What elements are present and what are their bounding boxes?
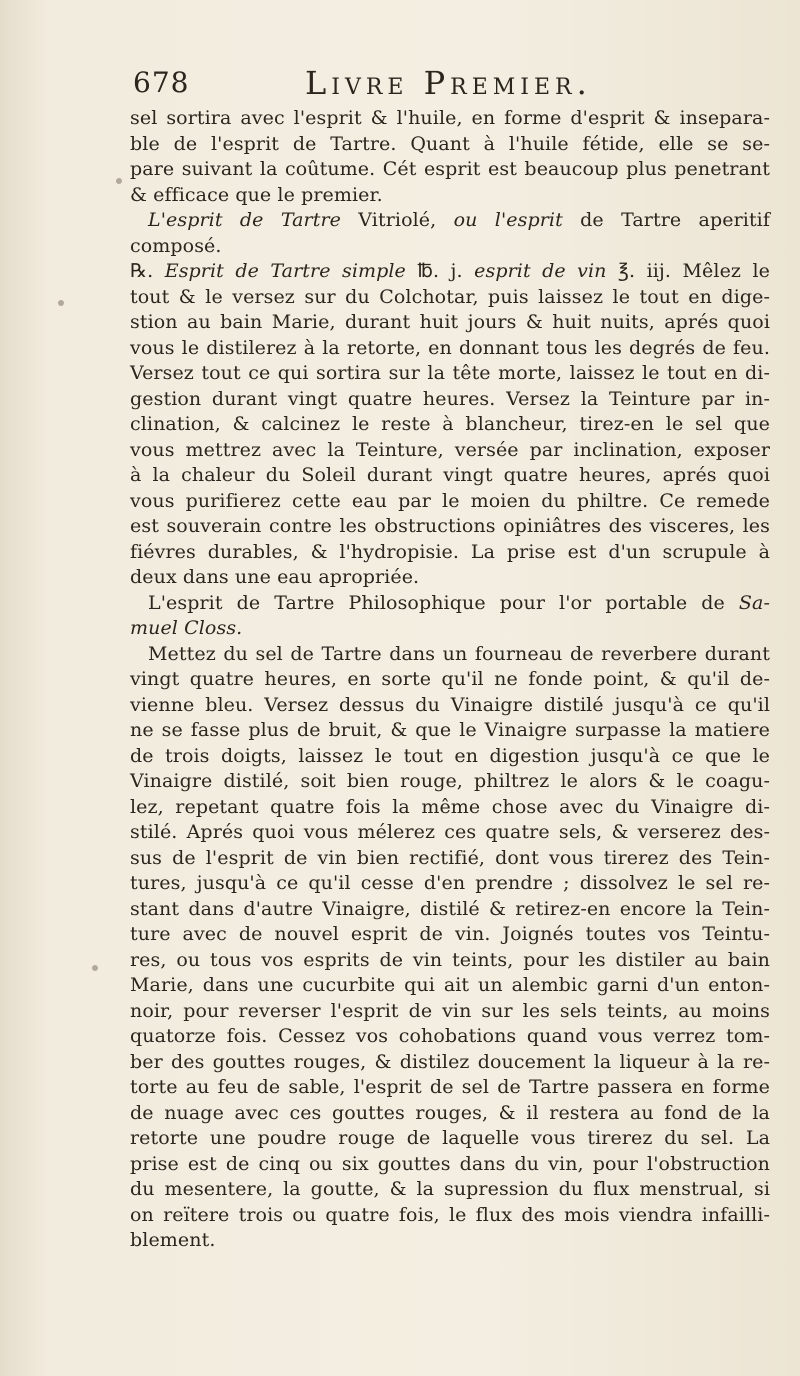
- text-run: noir, pour reverser l'esprit de vin sur les sels teints, au moins: [130, 999, 770, 1022]
- text-line: [130, 1050, 770, 1076]
- italic-text: ou l'esprit: [453, 209, 563, 231]
- text-run: sus de l'esprit de vin bien rectifié, dont vous tirerez des Tein-: [130, 846, 770, 869]
- text-line: [130, 361, 770, 387]
- text-run: Mettez du sel de Tartre dans un fourneau de reverbere durant: [148, 642, 770, 665]
- text-run: res, ou tous vos esprits de vin teints, pour les distiler au bain: [130, 948, 770, 971]
- text-line: [130, 463, 770, 489]
- text-line: [130, 540, 770, 566]
- text-run: de trois doigts, laissez le tout en digestion jusqu'à ce que le: [130, 744, 770, 767]
- text-line: [130, 234, 770, 260]
- text-run: est souverain contre les obstructions opiniâtres des visceres, les: [130, 515, 770, 537]
- text-run: torte au feu de sable, l'esprit de sel de Tartre passera en forme: [130, 1076, 770, 1098]
- text-run: composé.: [130, 234, 222, 257]
- text-line: [130, 667, 770, 693]
- text-line: [130, 973, 770, 999]
- italic-text: esprit de vin: [474, 260, 607, 282]
- text-line: [130, 183, 770, 209]
- text-run: lez, repetant quatre fois la même chose avec du Vinaigre di-: [130, 795, 770, 818]
- text-body: [130, 106, 770, 1254]
- text-run: ture avec de nouvel esprit de vin. Joignés toutes vos Teintu-: [130, 923, 770, 945]
- text-line: [130, 948, 770, 974]
- text-line: [130, 591, 770, 617]
- text-line: [130, 1126, 770, 1152]
- text-line: [130, 514, 770, 540]
- text-line: [130, 769, 770, 795]
- text-run: ℥. iij. Mêlez le: [606, 260, 770, 282]
- text-run: clination, & calcinez le reste à blancheur, tirez-en le sel que: [130, 413, 770, 435]
- text-line: [130, 1075, 770, 1101]
- text-line: [130, 387, 770, 413]
- text-line: [130, 897, 770, 923]
- text-line: [130, 922, 770, 948]
- text-run: prise est de cinq ou six gouttes dans du vin, pour l'obstruction: [130, 1152, 770, 1175]
- italic-text: muel Closs.: [130, 617, 243, 639]
- italic-text: Esprit de Tartre simple: [164, 260, 406, 282]
- ink-speck: [92, 965, 98, 971]
- text-line: [130, 718, 770, 744]
- italic-text: L'esprit de Tartre: [148, 209, 341, 231]
- text-line: [130, 565, 770, 591]
- text-line: [130, 871, 770, 897]
- text-line: [130, 820, 770, 846]
- text-run: gestion durant vingt quatre heures. Versez la Teinture par in-: [130, 387, 770, 410]
- text-run: vous mettrez avec la Teinture, versée par inclination, exposer: [130, 438, 770, 461]
- text-line: [130, 208, 770, 234]
- text-run: vous purifierez cette eau par le moien du philtre. Ce remede: [130, 489, 770, 512]
- text-run: stion au bain Marie, durant huit jours & huit nuits, aprés quoi: [130, 311, 770, 333]
- text-line: [130, 438, 770, 464]
- text-run: pare suivant la coûtume. Cét esprit est beaucoup plus penetrant: [130, 158, 770, 180]
- text-line: [130, 795, 770, 821]
- text-line: [130, 259, 770, 285]
- text-run: blement.: [130, 1229, 216, 1251]
- text-run: L'esprit de Tartre Philosophique pour l'or portable de: [148, 591, 739, 614]
- text-line: [130, 157, 770, 183]
- text-line: [130, 999, 770, 1025]
- text-run: on reïtere trois ou quatre fois, le flux des mois viendra infailli-: [130, 1203, 770, 1226]
- page-number: 678: [133, 66, 190, 99]
- text-line: [130, 489, 770, 515]
- text-line: [130, 1177, 770, 1203]
- text-run: fiévres durables, & l'hydropisie. La prise est d'un scrupule à: [130, 540, 770, 563]
- text-run: deux dans une eau apropriée.: [130, 566, 420, 588]
- text-run: ber des gouttes rouges, & distilez doucement la liqueur à la re-: [130, 1050, 770, 1073]
- ink-speck: [58, 300, 64, 306]
- text-run: Versez tout ce qui sortira sur la tête morte, laissez le tout en di-: [130, 362, 770, 384]
- text-run: à la chaleur du Soleil durant vingt quatre heures, aprés quoi: [130, 464, 770, 486]
- page-header: [133, 64, 763, 108]
- text-line: [130, 1152, 770, 1178]
- text-line: [130, 1228, 770, 1254]
- text-run: & efficace que le premier.: [130, 183, 383, 206]
- text-line: [130, 336, 770, 362]
- text-line: [130, 642, 770, 668]
- text-line: [130, 412, 770, 438]
- text-run: vienne bleu. Versez dessus du Vinaigre distilé jusqu'à ce qu'il: [130, 693, 770, 716]
- text-run: de nuage avec ces gouttes rouges, & il restera au fond de la: [130, 1101, 770, 1124]
- text-run: stant dans d'autre Vinaigre, distilé & retirez-en encore la Tein-: [130, 897, 770, 920]
- text-line: [130, 616, 770, 642]
- text-line: [130, 693, 770, 719]
- text-line: [130, 310, 770, 336]
- text-line: [130, 846, 770, 872]
- text-run: Vitriolé,: [341, 209, 454, 231]
- text-run: ℔. j.: [405, 260, 475, 282]
- text-run: ble de l'esprit de Tartre. Quant à l'huile fétide, elle se se-: [130, 132, 770, 155]
- running-title: Livre Premier.: [305, 64, 592, 102]
- text-line: [130, 744, 770, 770]
- text-run: ℞.: [130, 260, 165, 282]
- text-run: stilé. Aprés quoi vous mélerez ces quatre sels, & verserez des-: [130, 821, 770, 843]
- text-run: retorte une poudre rouge de laquelle vous tirerez du sel. La: [130, 1127, 770, 1149]
- text-run: tures, jusqu'à ce qu'il cesse d'en prendre ; dissolvez le sel re-: [130, 872, 770, 894]
- text-line: [130, 1203, 770, 1229]
- ink-speck: [116, 178, 122, 184]
- text-run: Vinaigre distilé, soit bien rouge, philtrez le alors & le coagu-: [130, 770, 770, 792]
- text-run: vous le distilerez à la retorte, en donnant tous les degrés de feu.: [130, 336, 770, 359]
- italic-text: Sa-: [738, 591, 770, 614]
- text-run: tout & le versez sur du Colchotar, puis laissez le tout en dige-: [130, 285, 770, 308]
- text-line: [130, 106, 770, 132]
- text-line: [130, 1101, 770, 1127]
- text-run: du mesentere, la goutte, & la supression du flux menstrual, si: [130, 1178, 770, 1200]
- text-run: vingt quatre heures, en sorte qu'il ne fonde point, & qu'il de-: [130, 668, 770, 690]
- text-run: de Tartre aperitif: [562, 209, 770, 231]
- text-line: [130, 1024, 770, 1050]
- text-run: ne se fasse plus de bruit, & que le Vinaigre surpasse la matiere: [130, 719, 770, 741]
- text-run: sel sortira avec l'esprit & l'huile, en forme d'esprit & insepara-: [130, 107, 770, 129]
- text-run: Marie, dans une cucurbite qui ait un alembic garni d'un enton-: [130, 974, 770, 996]
- text-run: quatorze fois. Cessez vos cohobations quand vous verrez tom-: [130, 1025, 770, 1047]
- text-line: [130, 132, 770, 158]
- text-line: [130, 285, 770, 311]
